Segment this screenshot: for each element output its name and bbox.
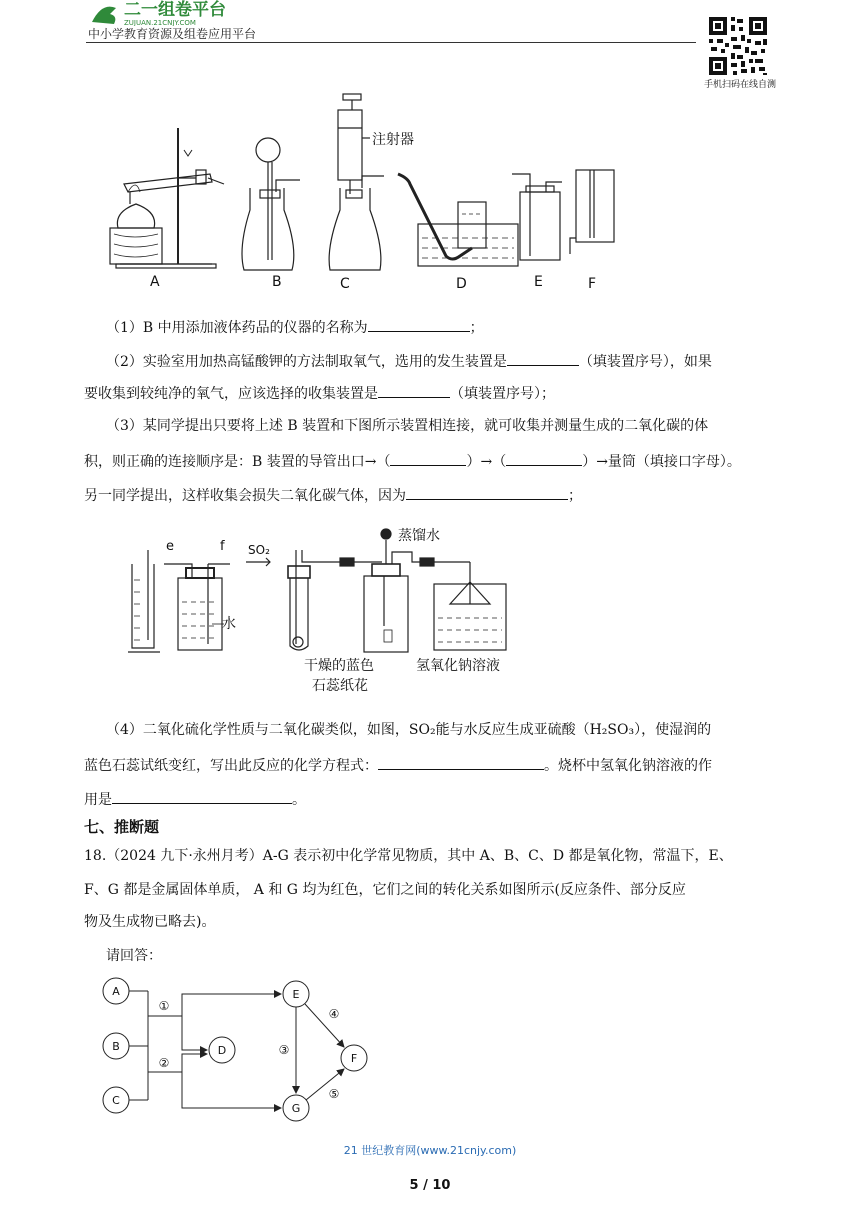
so2-tube xyxy=(246,550,340,650)
conversion-diagram xyxy=(96,974,386,1124)
apparatus-b xyxy=(242,138,300,270)
svg-text:二一组卷平台: 二一组卷平台 xyxy=(124,0,226,20)
question-4-line-2: 蓝色石蕊试纸变红，写出此反应的化学方程式： 。烧杯中氢氧化钠溶液的作 xyxy=(84,754,712,776)
question-3-line-1: （3）某同学提出只要将上述 B 装置和下图所示装置相连接，就可收集并测量生成的二氧化碳的体 xyxy=(106,418,709,434)
question-18-line-1: 18.（2024 九下·永州月考）A-G 表示初中化学常见物质，其中 A、B、C、D 都是氧化物，常温下，E、 xyxy=(84,848,733,864)
label-a: A xyxy=(150,274,160,290)
naoh-beaker xyxy=(434,562,506,650)
litmus-label-line-2: 石蕊纸花 xyxy=(312,678,368,694)
question-18-line-2: F、G 都是金属固体单质， A 和 G 均为红色，它们之间的转化关系如图所示(反应条件、部分反应 xyxy=(84,882,686,898)
port-label-f: f xyxy=(220,539,225,554)
answer-blank-4a[interactable] xyxy=(378,754,544,770)
node-label-f: F xyxy=(350,1052,358,1065)
apparatus-figure xyxy=(100,88,740,298)
answer-blank-3c[interactable] xyxy=(406,484,568,500)
so2-label: SO₂ xyxy=(248,543,270,557)
apparatus-e xyxy=(512,174,562,260)
label-f: F xyxy=(588,276,597,292)
answer-blank-3b[interactable] xyxy=(506,450,582,466)
graduated-cylinder xyxy=(128,550,160,652)
syringe-label: 注射器 xyxy=(372,132,414,148)
node-label-c: C xyxy=(112,1094,120,1107)
node-label-e: E xyxy=(292,988,300,1001)
answer-blank-2b[interactable] xyxy=(378,382,450,398)
qr-caption: 手机扫码在线自测 xyxy=(703,80,776,90)
svg-text:ZUJUAN.21CNJY.COM: ZUJUAN.21CNJY.COM xyxy=(124,19,196,26)
step-2-label: ② xyxy=(158,1056,170,1070)
apparatus-c xyxy=(329,94,384,270)
connector-2 xyxy=(420,558,470,566)
label-c: C xyxy=(340,276,350,292)
apparatus-a xyxy=(110,128,224,268)
question-4-line-1: （4）二氧化硫化学性质与二氧化碳类似，如图，SO₂能与水反应生成亚硫酸（H₂SO₃），使湿润的 xyxy=(106,722,712,738)
naoh-label: 氢氧化钠溶液 xyxy=(416,658,500,674)
question-2-line-2: 要收集到较纯净的氧气，应该选择的收集装置是 （填装置序号）； xyxy=(84,382,555,404)
answer-prompt: 请回答： xyxy=(106,948,162,964)
node-label-b: B xyxy=(112,1040,120,1053)
node-label-a: A xyxy=(112,985,120,998)
litmus-label-line-1: 干燥的蓝色 xyxy=(304,658,374,674)
distilled-water-label: 蒸馏水 xyxy=(398,528,440,544)
header-divider xyxy=(86,42,696,43)
platform-subtitle: 中小学教育资源及组卷应用平台 xyxy=(88,27,257,41)
gas-apparatus-figure xyxy=(120,520,540,700)
step-1-label: ① xyxy=(158,999,170,1013)
label-b: B xyxy=(272,274,282,290)
question-4-line-3: 用是 。 xyxy=(84,788,306,810)
node-label-g: G xyxy=(291,1102,301,1115)
answer-blank-1[interactable] xyxy=(368,316,470,332)
step-3-label: ③ xyxy=(278,1043,290,1057)
apparatus-d xyxy=(398,174,518,266)
label-d: D xyxy=(456,276,467,292)
qr-code-icon[interactable] xyxy=(707,15,769,77)
apparatus-f xyxy=(570,170,614,254)
question-2-line-1: （2）实验室用加热高锰酸钾的方法制取氧气，选用的发生装置是 （填装置序号），如果 xyxy=(106,350,712,372)
port-label-e: e xyxy=(166,539,174,554)
question-1: （1）B 中用添加液体药品的仪器的名称为 ； xyxy=(106,316,484,338)
footer-site-link[interactable]: 21 世纪教育网(www.21cnjy.com) xyxy=(343,1144,517,1157)
section-title: 七、推断题 xyxy=(84,818,160,836)
answer-blank-4b[interactable] xyxy=(112,788,292,804)
question-18-line-3: 物及生成物已略去)。 xyxy=(84,914,216,930)
answer-blank-3a[interactable] xyxy=(390,450,466,466)
answer-blank-2a[interactable] xyxy=(507,350,579,366)
dropper-bottle xyxy=(364,529,420,652)
step-4-label: ④ xyxy=(328,1007,340,1021)
node-label-d: D xyxy=(217,1044,227,1057)
water-bottle xyxy=(164,564,230,650)
water-label: 水 xyxy=(222,616,236,632)
question-3-line-3: 另一同学提出，这样收集会损失二氧化碳气体，因为 ； xyxy=(84,484,582,506)
question-3-line-2: 积，则正确的连接顺序是：B 装置的导管出口→（ ）→（ ）→量筒（填接口字母）。 xyxy=(84,450,741,472)
label-e: E xyxy=(534,274,543,290)
step-5-label: ⑤ xyxy=(328,1087,340,1101)
platform-logo xyxy=(88,0,278,26)
page-number: 5 / 10 xyxy=(409,1178,451,1193)
